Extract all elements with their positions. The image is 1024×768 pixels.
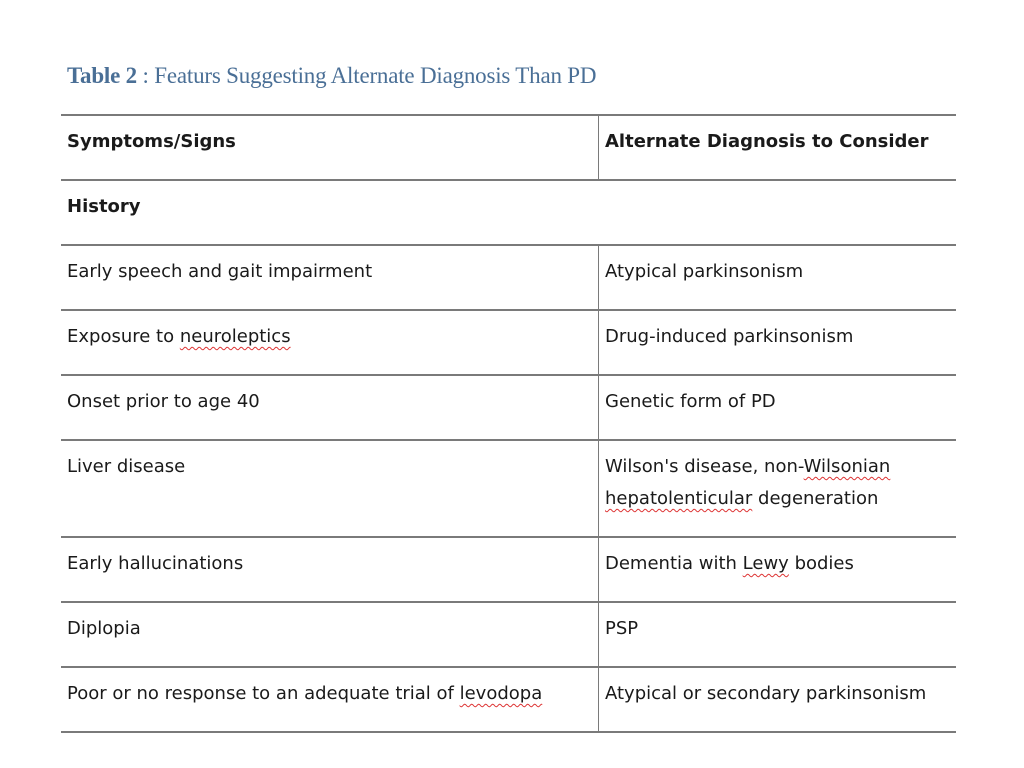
symptom-text-flagged: neuroleptics bbox=[179, 326, 291, 347]
diagnosis-text: Atypical or secondary parkinsonism bbox=[605, 683, 927, 704]
diagnosis-text: Wilson's disease, non- bbox=[605, 456, 804, 477]
symptom-text: Early speech and gait impairment bbox=[67, 261, 373, 282]
table-row bbox=[61, 376, 956, 441]
symptom-cell bbox=[61, 376, 599, 439]
diagnosis-cell bbox=[599, 441, 956, 536]
diagnosis-text-flagged: Lewy bbox=[742, 553, 789, 574]
caption-separator: : bbox=[136, 63, 155, 88]
symptom-text-flagged: levodopa bbox=[459, 683, 543, 704]
symptom-cell bbox=[61, 311, 599, 374]
table-row bbox=[61, 441, 956, 538]
table-header-row bbox=[61, 116, 956, 181]
diagnosis-cell bbox=[599, 311, 956, 374]
diagnosis-text-flagged: Wilsonian bbox=[803, 456, 891, 477]
header-symptoms-signs: Symptoms/Signs bbox=[61, 116, 599, 179]
diagnosis-text: Atypical parkinsonism bbox=[605, 261, 804, 282]
symptom-text: Diplopia bbox=[67, 618, 141, 639]
diagnosis-text: bodies bbox=[788, 553, 854, 574]
table-row bbox=[61, 538, 956, 603]
diagnosis-text: PSP bbox=[605, 618, 639, 639]
section-history-label: History bbox=[67, 196, 141, 217]
table-caption bbox=[67, 63, 596, 89]
symptom-cell bbox=[61, 441, 599, 536]
diagnosis-table bbox=[61, 114, 956, 733]
symptom-cell bbox=[61, 603, 599, 666]
diagnosis-text: Dementia with bbox=[605, 553, 743, 574]
header-alternate-diagnosis: Alternate Diagnosis to Consider bbox=[605, 131, 929, 152]
symptom-text: Exposure to bbox=[67, 326, 180, 347]
caption-label: Table 2 bbox=[67, 63, 137, 88]
diagnosis-cell bbox=[599, 668, 956, 731]
symptom-text: Onset prior to age 40 bbox=[67, 391, 260, 412]
diagnosis-cell bbox=[599, 376, 956, 439]
table-row bbox=[61, 311, 956, 376]
table-row bbox=[61, 603, 956, 668]
symptom-text: Early hallucinations bbox=[67, 553, 244, 574]
diagnosis-cell bbox=[599, 246, 956, 309]
symptom-text: Liver disease bbox=[67, 456, 186, 477]
diagnosis-text: degeneration bbox=[752, 488, 879, 509]
symptom-cell bbox=[61, 668, 599, 731]
table-row bbox=[61, 668, 956, 733]
diagnosis-text: Drug-induced parkinsonism bbox=[605, 326, 854, 347]
diagnosis-text: Genetic form of PD bbox=[605, 391, 776, 412]
table-row bbox=[61, 246, 956, 311]
table-section-row bbox=[61, 181, 956, 246]
diagnosis-cell bbox=[599, 603, 956, 666]
caption-text: Featurs Suggesting Alternate Diagnosis Than PD bbox=[154, 63, 597, 88]
symptom-cell bbox=[61, 246, 599, 309]
diagnosis-text-flagged: hepatolenticular bbox=[605, 488, 753, 509]
symptom-cell bbox=[61, 538, 599, 601]
diagnosis-cell bbox=[599, 538, 956, 601]
symptom-text: Poor or no response to an adequate trial of bbox=[67, 683, 460, 704]
